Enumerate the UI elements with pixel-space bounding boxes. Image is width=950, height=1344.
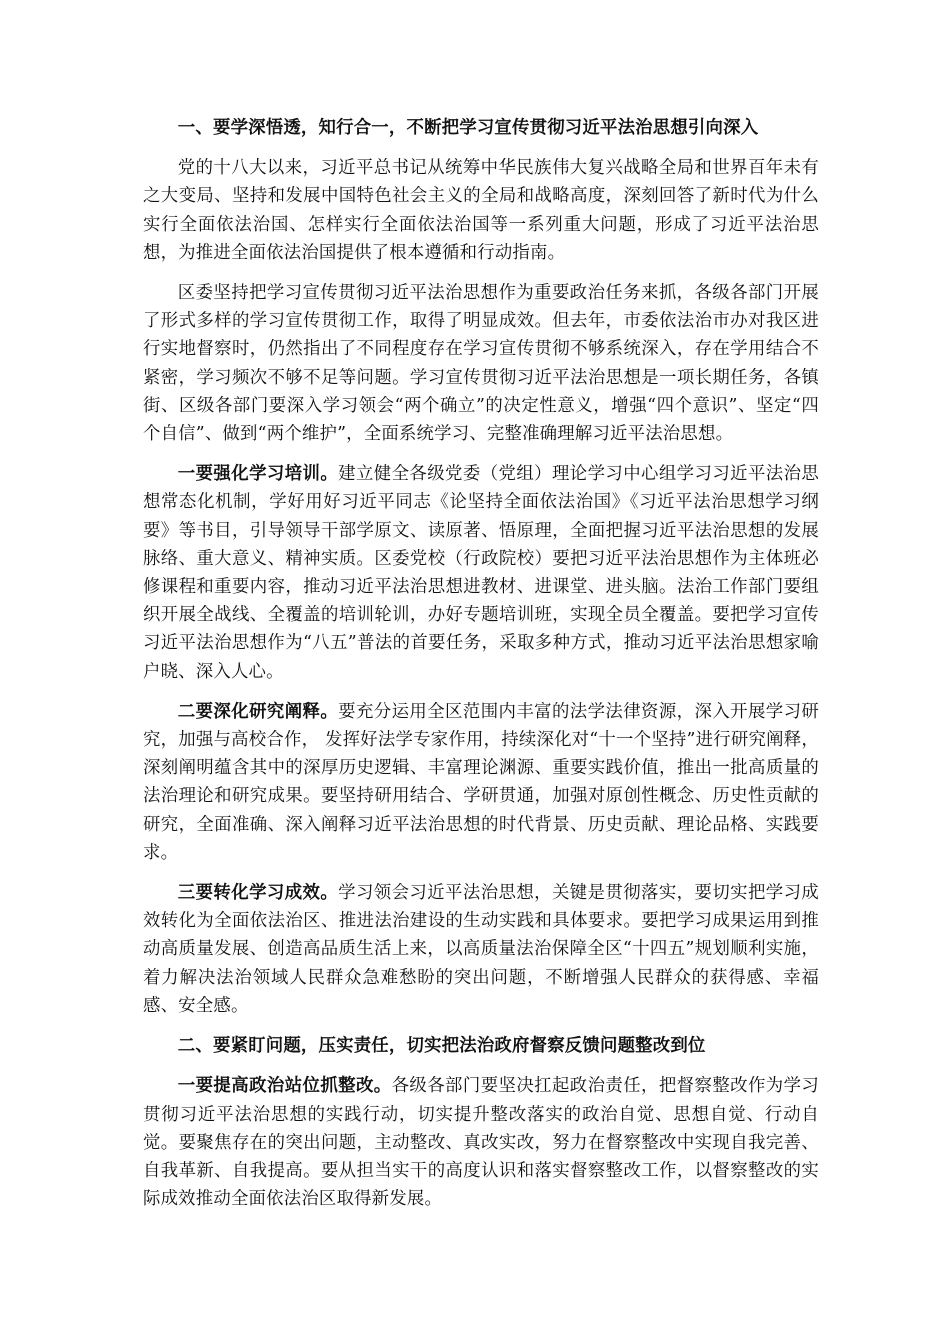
paragraph-rectification <box>143 1072 819 1213</box>
paragraph-text: 各级各部门要坚决扛起政治责任，把督察整改作为学习贯彻习近平法治思想的实践行动，切实提升整改落实的政治自觉、思想自觉、行动自觉。要聚焦存在的突出问题，主动整改、真改实改，努力在督察整改中实现自我完善、自我革新、自我提高。要从担当实干的高度认识和落实督察整改工作，以督察整改的实际成效推动全面依法治区取得新发展。 <box>143 1076 819 1210</box>
paragraph-text: 学习领会习近平法治思想，关键是贯彻落实，要切实把学习成效转化为全面依法治区、推进法治建设的生动实践和具体要求。要把学习成果运用到推动高质量发展、创造高品质生活上来，以高质量法治保障全区“十四五”规划顺利实施，着力解决法治领域人民群众急难愁盼的突出问题，不断增强人民群众的获得感、幸福感、安全感。 <box>143 883 819 1016</box>
paragraph-lead: 三要转化学习成效。 <box>177 883 339 904</box>
paragraph-text: 党的十八大以来，习近平总书记从统筹中华民族伟大复兴战略全局和世界百年未有之大变局、坚持和发展中国特色社会主义的全局和战略高度，深刻回答了新时代为什么实行全面依法治国、怎样实行全面依法治国等一系列重大问题，形成了习近平法治思想，为推进全面依法治国提供了根本遵循和行动指南。 <box>143 158 819 263</box>
paragraph-lead: 二要深化研究阐释。 <box>177 701 339 722</box>
paragraph-district-committee <box>143 279 819 448</box>
paragraph-lead: 一要提高政治站位抓整改。 <box>177 1076 392 1097</box>
paragraph-intro <box>143 154 819 267</box>
paragraph-outcomes <box>143 879 819 1020</box>
section-heading-1: 一、要学深悟透，知行合一，不断把学习宣传贯彻习近平法治思想引向深入 <box>177 118 759 138</box>
paragraph-study-training <box>143 460 819 686</box>
paragraph-research <box>143 698 819 867</box>
paragraph-text: 建立健全各级党委（党组）理论学习中心组学习习近平法治思想常态化机制，学好用好习近平同志《论坚持全面依法治国》《习近平法治思想学习纲要》等书目，引导领导干部学原文、读原著、悟原理，全面把握习近平法治思想的发展脉络、重大意义、精神实质。区委党校（行政院校）要把习近平法治思想作为主体班必修课程和重要内容，推动习近平法治思想进教材、进课堂、进头脑。法治工作部门要组织开展全战线、全覆盖的培训轮训，办好专题培训班，实现全员全覆盖。要把学习宣传习近平法治思想作为“八五”普法的首要任务，采取多种方式，推动习近平法治思想家喻户晓、深入人心。 <box>143 464 819 682</box>
paragraph-text: 区委坚持把学习宣传贯彻习近平法治思想作为重要政治任务来抓，各级各部门开展了形式多样的学习宣传贯彻工作，取得了明显成效。但去年，市委依法治市办对我区进行实地督察时，仍然指出了不同程度存在学习宣传贯彻不够系统深入，存在学用结合不紧密，学习频次不够不足等问题。学习宣传贯彻习近平法治思想是一项长期任务，各镇街、区级各部门要深入学习领会“两个确立”的决定性意义，增强“四个意识”、坚定“四个自信”、做到“两个维护”，全面系统学习、完整准确理解习近平法治思想。 <box>143 283 819 445</box>
paragraph-lead: 一要强化学习培训。 <box>177 464 339 485</box>
paragraph-text: 要充分运用全区范围内丰富的法学法律资源，深入开展学习研究，加强与高校合作， 发挥好法学专家作用，持续深化对“十一个坚持”进行研究阐释，深刻阐明蕴含其中的深厚历史逻辑、丰富理论渊源、重要实践价值，推出一批高质量的法治理论和研究成果。要坚持研用结合、学研贯通，加强对原创性概念、历史性贡献的研究，全面准确、深入阐释习近平法治思想的时代背景、历史贡献、理论品格、实践要求。 <box>143 701 819 863</box>
section-heading-2: 二、要紧盯问题，压实责任，切实把法治政府督察反馈问题整改到位 <box>177 1036 706 1057</box>
document-body <box>143 114 819 1225</box>
